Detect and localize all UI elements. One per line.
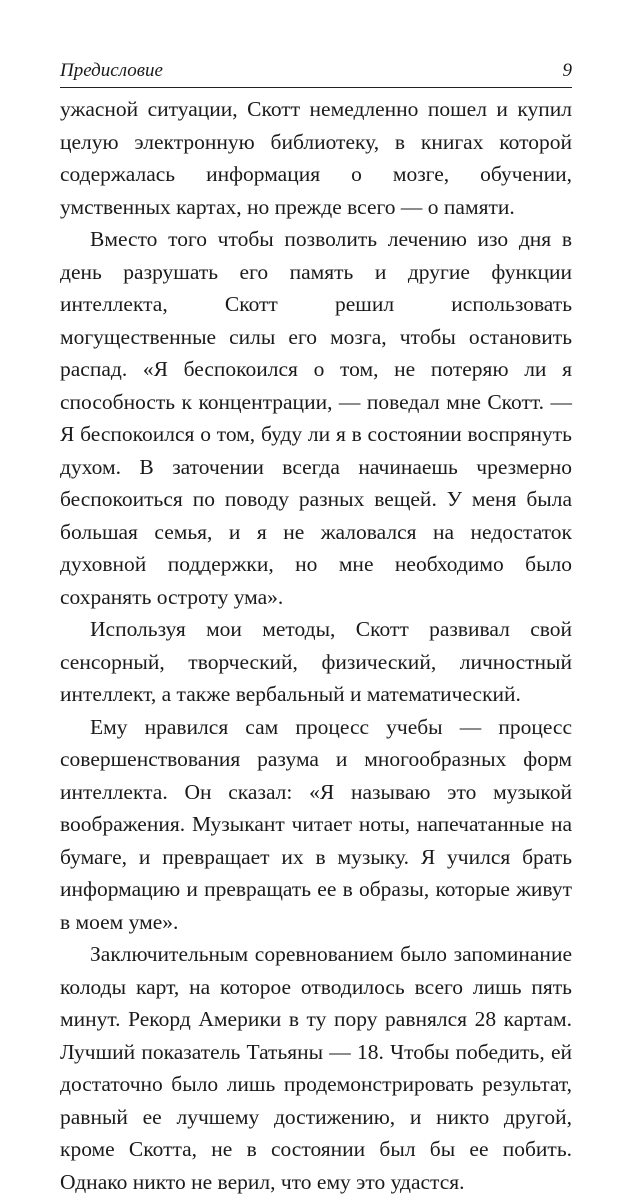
book-page [60,58,572,1198]
paragraph: Заключительным соревнованием было запоминание колоды карт, на которое отводилось всего лишь пять минут. Рекорд Америки в ту пору равнялся 28 картам. Лучший показатель Татьяны — 18. Чтобы победить, ей достаточно было лишь продемонстрировать результат, равный ее лучшему достижению, и никто другой, кроме Скотта, не в состоянии был бы ее побить. Однако никто не верил, что ему это удастся. [60,942,572,1194]
paragraph: Вместо того чтобы позволить лечению изо дня в день разрушать его память и другие функции интеллекта, Скотт решил использовать могущественные силы его мозга, чтобы остановить распад. «Я беспокоился о том, не потеряю ли я способность к концентрации, — поведал мне Скотт. — Я беспокоился о том, буду ли я в состоянии воспрянуть духом. В заточении всегда начинаешь чрезмерно беспокоиться по поводу разных вещей. У меня была большая семья, и я не жаловался на недостаток духовной поддержки, но мне необходимо было сохранять остроту ума». [60,227,572,609]
paragraph-continued: ужасной ситуации, Скотт немедленно пошел и купил целую электронную библиотеку, в книгах которой содержалась информация о мозге, обучении, умственных картах, но прежде всего — о памяти. [60,97,572,219]
running-header [60,58,572,88]
page-number: 9 [562,60,572,81]
paragraph: Используя мои методы, Скотт развивал свой сенсорный, творческий, физический, личностный интеллект, а также вербальный и математический. [60,617,572,706]
section-title: Предисловие [60,60,163,81]
body-text [60,93,572,1198]
paragraph: Ему нравился сам процесс учебы — процесс совершенствования разума и многообразных форм интеллекта. Он сказал: «Я называю это музыкой воображения. Музыкант читает ноты, напечатанные на бумаге, и превращает их в музыку. Я учился брать информацию и превращать ее в образы, которые живут в моем уме». [60,714,572,934]
